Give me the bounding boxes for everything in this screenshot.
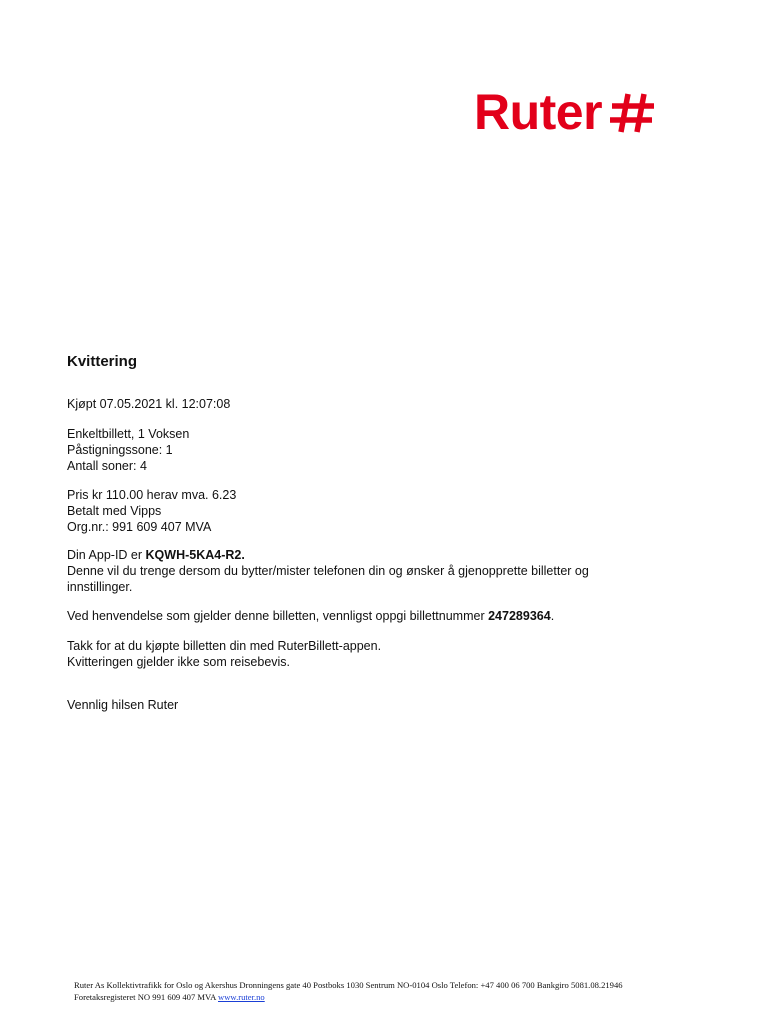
hash-mark-icon — [608, 91, 656, 135]
footer-registry-text: Foretaksregisteret NO 991 609 407 MVA — [74, 992, 219, 1002]
contact-suffix: . — [550, 609, 555, 623]
contact-prefix: Ved henvendelse som gjelder denne billetten, vennligst oppgi billettnummer — [67, 609, 489, 623]
regards-line: Vennlig hilsen Ruter — [67, 698, 179, 712]
website-link[interactable]: www.ruter.no — [218, 992, 265, 1002]
app-id-explanation-1: Denne vil du trenge dersom du bytter/mister telefonen din og ønsker å gjenopprette billetter og — [67, 563, 589, 578]
app-id-value: KQWH-5KA4-R2. — [145, 548, 245, 562]
ticket-zone: Påstigningssone: 1 — [67, 442, 173, 457]
footer — [74, 979, 714, 1003]
thanks-line: Takk for at du kjøpte billetten din med RuterBillett-appen. — [67, 639, 382, 653]
footer-registry-line — [74, 991, 714, 1003]
payment-method: Betalt med Vipps — [67, 503, 162, 518]
purchase-paragraph — [67, 397, 687, 413]
payment-paragraph — [67, 488, 687, 535]
org-number: Org.nr.: 991 609 407 MVA — [67, 519, 212, 534]
purchase-date: Kjøpt 07.05.2021 kl. 12:07:08 — [67, 397, 231, 411]
price-line: Pris kr 110.00 herav mva. 6.23 — [67, 488, 237, 502]
ticket-paragraph — [67, 427, 687, 474]
logo-text: Ruter — [474, 84, 603, 140]
ticket-zones-count: Antall soner: 4 — [67, 458, 147, 473]
app-id-paragraph — [67, 548, 687, 595]
app-id-line — [67, 548, 687, 564]
page-title: Kvittering — [67, 353, 138, 370]
thanks-paragraph — [67, 639, 687, 671]
not-travel-document-line: Kvitteringen gjelder ikke som reisebevis. — [67, 654, 291, 669]
ruter-logo — [474, 84, 656, 140]
regards-paragraph — [67, 698, 687, 714]
contact-line — [67, 609, 687, 625]
app-id-prefix: Din App-ID er — [67, 548, 146, 562]
contact-paragraph — [67, 609, 687, 625]
footer-address-line: Ruter As Kollektivtrafikk for Oslo og Akershus Dronningens gate 40 Postboks 1030 Sentrum NO-0104 Oslo Telefon: +47 400 06 700 Bankgiro 5081.08.21946 — [74, 980, 623, 990]
ticket-number: 247289364 — [488, 609, 551, 623]
ticket-type: Enkeltbillett, 1 Voksen — [67, 427, 190, 441]
app-id-explanation-2: innstillinger. — [67, 579, 133, 594]
